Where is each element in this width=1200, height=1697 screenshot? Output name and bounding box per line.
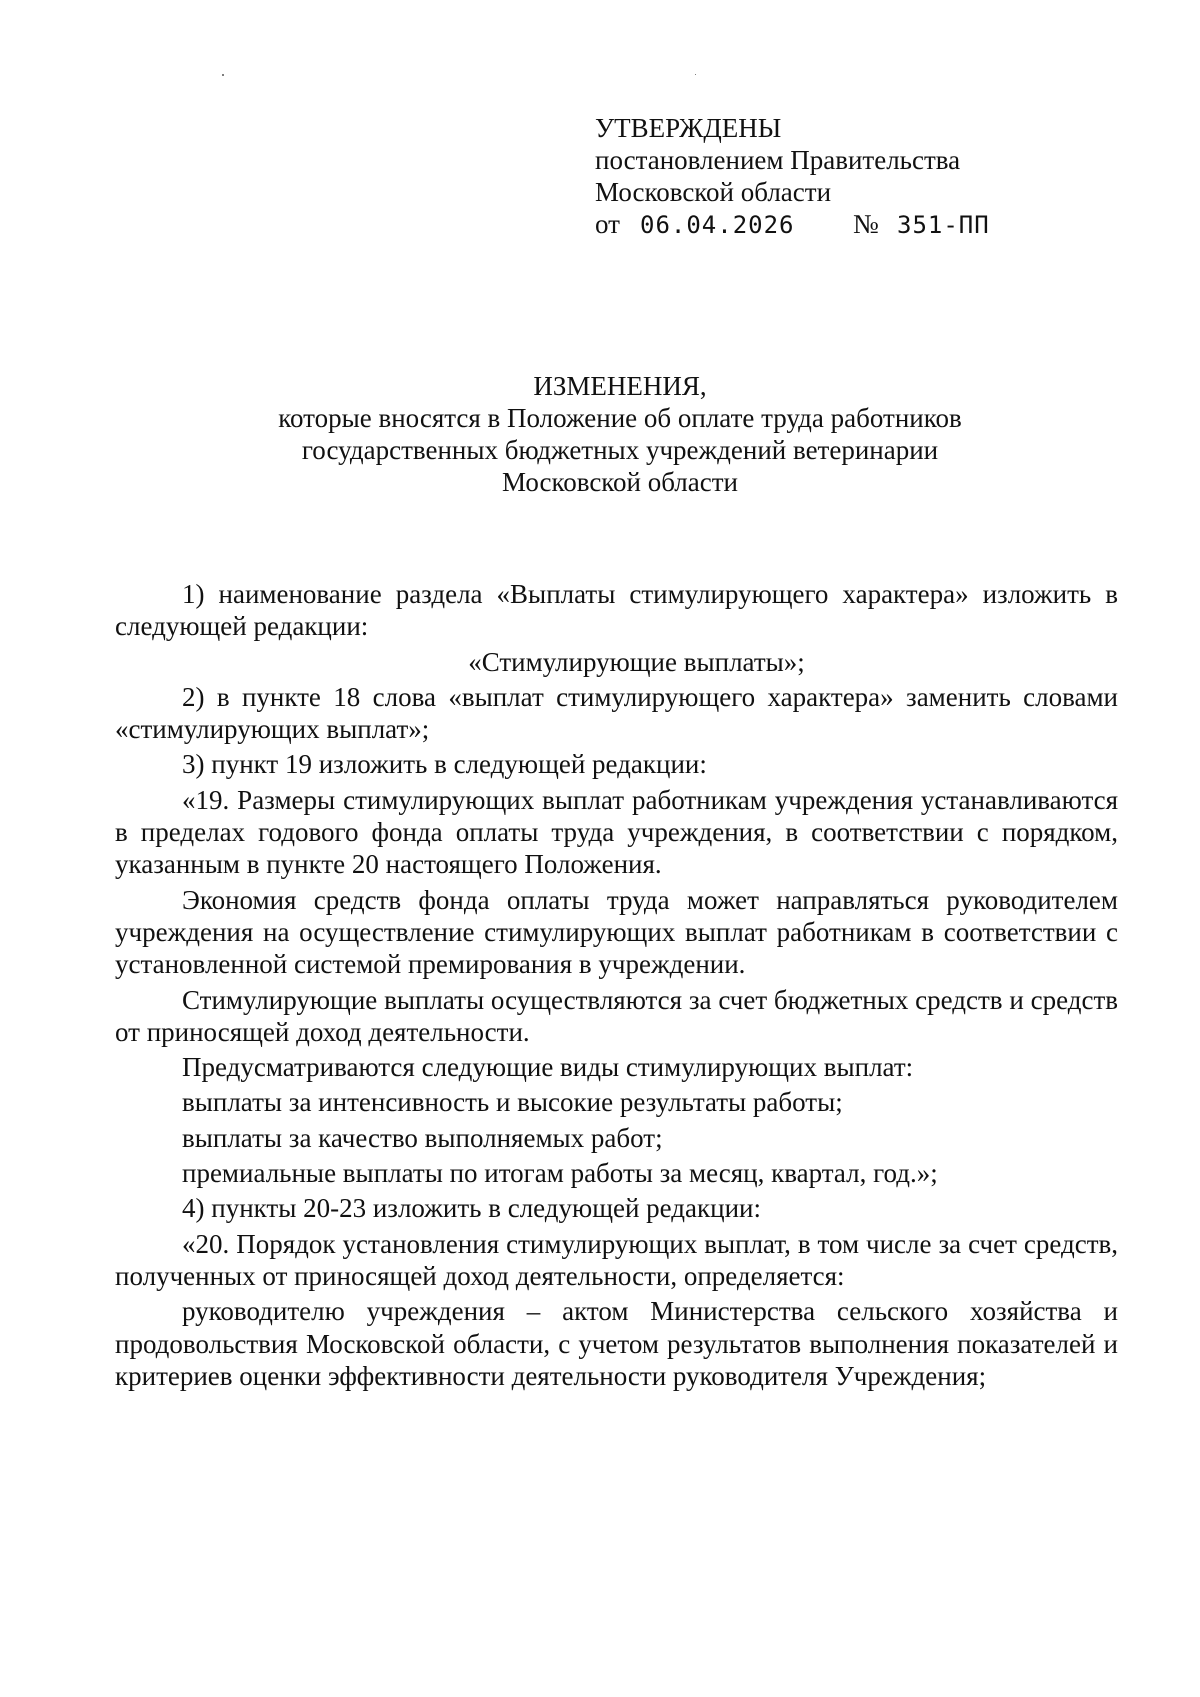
paragraph: выплаты за интенсивность и высокие результаты работы;	[182, 1087, 843, 1118]
approval-line-1: постановлением Правительства	[595, 145, 961, 175]
date-prefix: от	[595, 209, 620, 239]
paragraph: Стимулирующие выплаты осуществляются за счет бюджетных средств и средств от приносящей доход деятельности.	[115, 984, 1118, 1047]
paragraph: Экономия средств фонда оплаты труда может направляться руководителем учреждения на осуществление стимулирующих выплат работникам в соответствии с установленной системой премирования в учреждении.	[115, 884, 1118, 980]
document-title	[150, 370, 1090, 498]
paragraph: руководителю учреждения – актом Министерства сельского хозяйства и продовольствия Московской области, с учетом результатов выполнения показателей и критериев оценки эффективности деятельности руководителя Учреждения;	[115, 1296, 1118, 1391]
paragraph: выплаты за качество выполняемых работ;	[182, 1122, 663, 1153]
paragraph: 2) в пункте 18 слова «выплат стимулирующего характера» заменить словами «стимулирующих выплат»;	[115, 681, 1118, 745]
document-body	[115, 578, 1118, 1395]
approval-heading: УТВЕРЖДЕНЫ	[595, 113, 782, 143]
approval-date-number	[595, 208, 1115, 240]
title-line-2: государственных бюджетных учреждений ветеринарии	[301, 435, 939, 465]
paragraph: 1) наименование раздела «Выплаты стимулирующего характера» изложить в следующей редакции:	[115, 579, 1118, 642]
paragraph: 4) пункты 20-23 изложить в следующей редакции:	[182, 1193, 761, 1224]
approval-date: 06.04.2026	[640, 211, 795, 239]
paragraph: премиальные выплаты по итогам работы за месяц, квартал, год.»;	[182, 1158, 938, 1189]
number-prefix: №	[853, 209, 879, 239]
title-heading: ИЗМЕНЕНИЯ,	[533, 371, 707, 401]
title-line-3: Московской области	[501, 467, 738, 497]
paragraph: «20. Порядок установления стимулирующих выплат, в том числе за счет средств, полученных от приносящей доход деятельности, определяется:	[115, 1228, 1118, 1291]
paragraph: 3) пункт 19 изложить в следующей редакции:	[182, 749, 707, 780]
scan-speck	[695, 74, 696, 75]
approval-line-2: Московской области	[595, 177, 832, 207]
paragraph: Предусматриваются следующие виды стимулирующих выплат:	[182, 1052, 914, 1083]
scan-speck	[222, 74, 224, 76]
approval-number: 351-ПП	[897, 211, 990, 239]
paragraph-centered: «Стимулирующие выплаты»;	[468, 646, 805, 677]
approval-stamp-block	[595, 112, 1115, 240]
title-line-1: которые вносятся в Положение об оплате труда работников	[278, 403, 962, 433]
paragraph: «19. Размеры стимулирующих выплат работникам учреждения устанавливаются в пределах годового фонда оплаты труда учреждения, в соответствии с порядком, указанным в пункте 20 настоящего Положения.	[115, 784, 1118, 880]
